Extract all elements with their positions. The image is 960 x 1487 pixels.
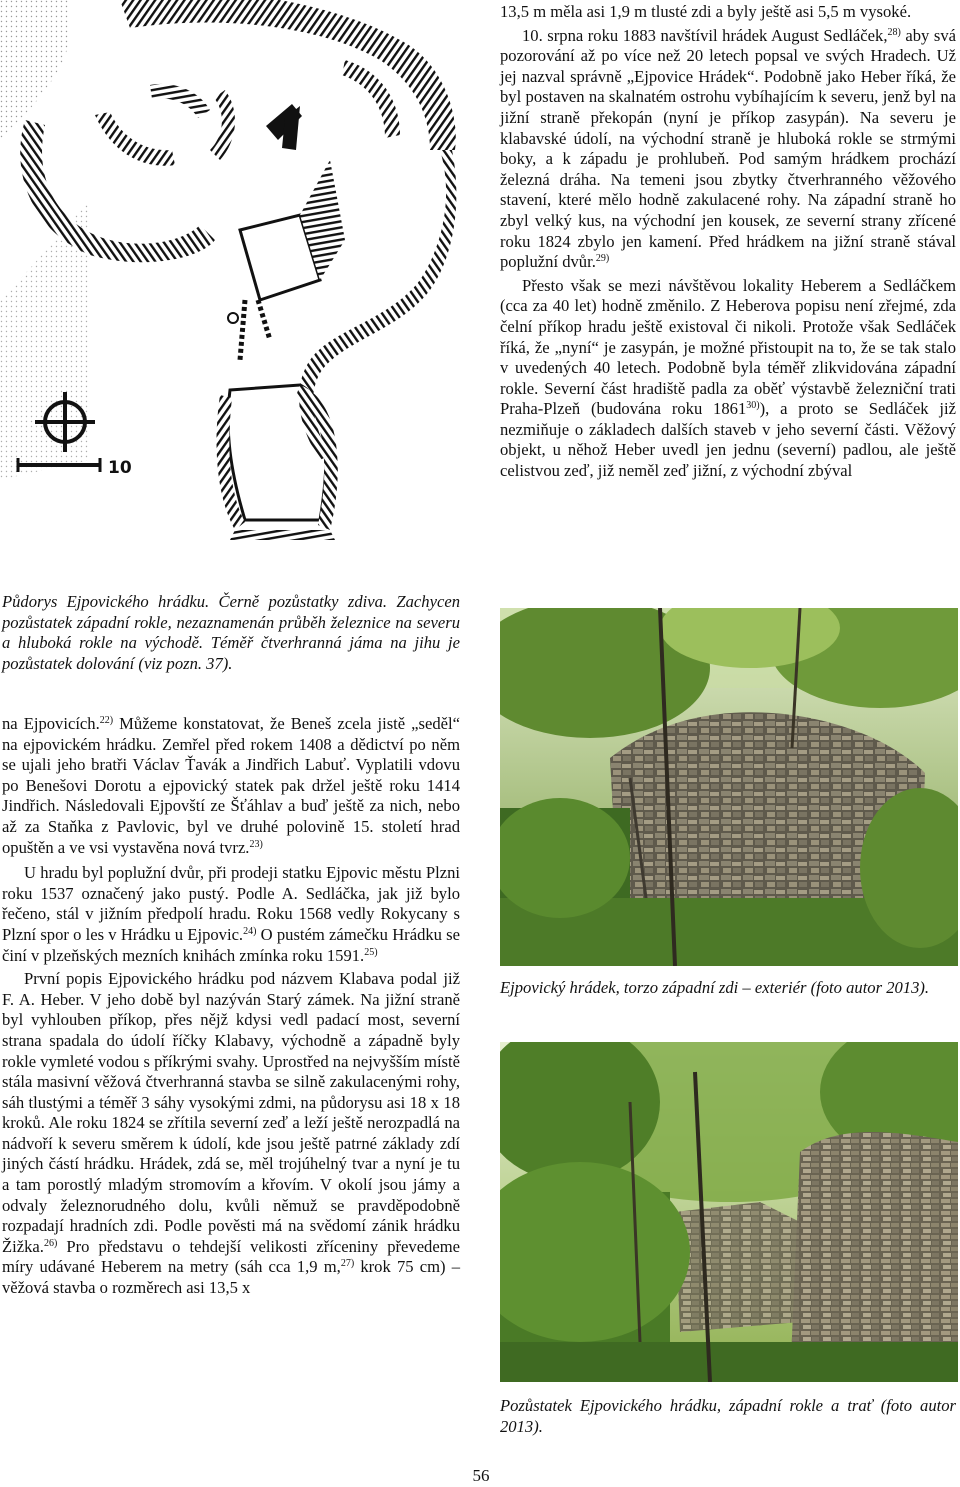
footnote-ref[interactable]: 28) — [887, 26, 901, 38]
plan-drawing — [0, 0, 480, 590]
text-run: ), a proto se Sedláček již nezmiňuje o základech dalších staveb v jeho severní části. Věžový objekt, u něhož Heber uvedl jen jednu (severní) padlou, ale ještě celistvou zeď, již neměl zeď jižní, z východní zbýval — [500, 399, 956, 481]
text-run: U hradu byl poplužní dvůr, při prodeji statku Ejpovic městu Plzni roku 1537 označený jako pustý. Podle A. Sedláčka, jak již bylo řečeno, stál v jižním předpolí hradu. Roku 1568 vedly Rokycany s Plzní spor o les v Hrádku u Ejpovic. — [2, 863, 460, 944]
castle-floor-plan — [0, 0, 480, 590]
text-run: 13,5 m měla asi 1,9 m tlusté zdi a byly ještě asi 5,5 m vysoké. — [500, 2, 912, 21]
text-run: Přesto však se mezi návštěvou lokality Heberem a Sedláčkem (cca za 40 let) hodně změnilo. Z Heberova popisu není zřejmé, zda čelní příkop hradu ještě existoval či nikoli. Protože však Sedláček říká, že „nyní“ je zasypán, je možné přistoupit na to, že se tak stalo v uvedených 40 letech. Podobně byla téměř zlikvidována západní rokle. Severní část hradiště padla za oběť výstavbě železniční trati Praha-Plzeň (budována roku 1861 — [500, 275, 956, 419]
text-run: 10. srpna roku 1883 navštívil hrádek August Sedláček, — [522, 25, 888, 45]
inner-slope — [342, 60, 400, 138]
path-hatch — [240, 300, 245, 360]
inner-slope — [150, 84, 210, 118]
photo2-caption-block — [500, 1396, 956, 1437]
inner-slope — [210, 90, 235, 160]
photo1-caption-block — [500, 978, 956, 999]
footnote-ref[interactable]: 23) — [249, 838, 263, 850]
paragraph — [500, 2, 956, 23]
photo-west-ravine-railway — [500, 1042, 958, 1382]
photo-image — [500, 608, 958, 966]
paragraph — [2, 714, 460, 858]
footnote-ref[interactable]: 22) — [99, 715, 114, 726]
text-run: O pustém zámečku Hrádku se činí v plzeňských mezních knihách zmínka roku 1591. — [2, 924, 461, 965]
plan-caption-block — [2, 592, 460, 674]
footnote-ref[interactable]: 27) — [340, 1258, 355, 1270]
footnote-ref[interactable]: 26) — [43, 1237, 58, 1249]
scale-label: 10 — [108, 458, 132, 478]
text-run: aby svá pozorování až po více než 20 letech popsal ve svých Hradech. Už jej nazval správně „Ejpovice Hrádek“. Podobně jako Heber říká, že byl postaven na skalnatém ostrohu vybíhajícím k severu, jenž byl na jižní straně překopán (nyní je příkop zasypán). Na severu je klabavské údolí, na východní straně je hluboká rokle se strmými boky, a k západu je prohlubeň. Pod samým hrádkem prochází železná dráha. Na temeni jsou zbytky čtverhranného věžového stavení, které mělo hodně zakulacené rohy. Na západní straně ho zbyl velký kus, na východní jen kousek, ze severní strany zřícené roku 1824 zbylo jen kamení. Před hrádkem na jižní straně stával poplužní dvůr. — [500, 25, 956, 272]
left-text-column — [2, 714, 460, 1299]
paragraph — [2, 969, 460, 1299]
footnote-ref[interactable]: 30) — [746, 400, 760, 412]
inner-slope — [300, 160, 345, 280]
path-hatch — [258, 300, 270, 340]
photo2-caption: Pozůstatek Ejpovického hrádku, západní rokle a trať (foto autor 2013). — [500, 1396, 956, 1436]
footnote-ref[interactable]: 25) — [364, 946, 378, 958]
photo1-caption: Ejpovický hrádek, torzo západní zdi – exteriér (foto autor 2013). — [500, 978, 930, 997]
page-number: 56 — [472, 1466, 490, 1485]
paragraph — [2, 863, 460, 966]
text-run: na Ejpovicích. — [2, 714, 100, 733]
text-run: krok 75 cm) – věžová stavba o rozměrech asi 13,5 x — [2, 1257, 460, 1298]
text-run: Pro představu o tehdejší velikosti zříceniny převedeme míry udávané Heberem na metry (sáh cca 1,9 m, — [2, 1236, 460, 1277]
footnote-ref[interactable]: 24) — [243, 925, 257, 937]
photo-west-wall-exterior — [500, 608, 958, 966]
point-marker — [228, 313, 238, 323]
pit-slope — [230, 530, 335, 540]
paragraph — [500, 276, 956, 482]
paragraph — [500, 26, 956, 273]
inner-slope — [95, 112, 175, 166]
right-text-column — [500, 2, 956, 482]
text-run: První popis Ejpovického hrádku pod názvem Klabava podal již F. A. Heber. V jeho době byl nazýván Starý zámek. Na jižní straně byl vyhlouben příkop, přes nějž kdysi vedl padací most, severní strana spadala do údolí říčky Klabavy, východně a západně byly rokle vymleté vodou s příkrými svahy. Uprostřed na nejvyšším místě stála masivní věžová čtverhranná stavba se silně zakulacenými rohy, sáh tlustými a téměř 3 sáhy vysokými zdmi, na půdorysu asi 18 x 18 kroků. Ale roku 1824 se zřítila severní zeď a leží ještě nerozpadlá na nádvoří k severu směrem k údolí, kde jsou ještě patrné základy zdí jiných částí hrádku. Hrádek, zdá se, měl trojúhelný tvar a nyní je tu a tam porostlý mladým stromovím a křovím. V okolí jsou jámy a odvaly železnorudného dolu, kvůli němuž se pravděpodobně rozpadají hradních zdi. Podle pověsti má na svědomí zánik hrádku Žižka. — [2, 969, 460, 1256]
photo-image — [500, 1042, 958, 1382]
footnote-ref[interactable]: 29) — [595, 253, 610, 265]
terrain-stipple — [0, 0, 70, 140]
plan-caption: Půdorys Ejpovického hrádku. Černě pozůstatky zdiva. Zachycen pozůstatek západní rokle, nezaznamenán průběh železnice na severu a hluboká rokle na východě. Téměř čtverhranná jáma na jihu je pozůstatek dolování (viz pozn. 37). — [2, 592, 460, 673]
text-run: Můžeme konstatovat, že Beneš zcela jistě „seděl“ na ejpovickém hrádku. Zemřel před rokem 1408 a dědictví po něm se ujali jeho bratři Václav Ťavák a Jindřich Labuť. Vyplatili vdovu po Benešovi Dorotu a ejpovický statek pak držel ještě roku 1414 Jindřich. Následovali Ejpovští ze Šťáhlav a buď ještě za nich, nebo až za Staňka z Pavlovic, byl ve druhé polovině 15. století hrad opuštěn a ve vsi vystavěna nová tvrz. — [2, 714, 461, 857]
